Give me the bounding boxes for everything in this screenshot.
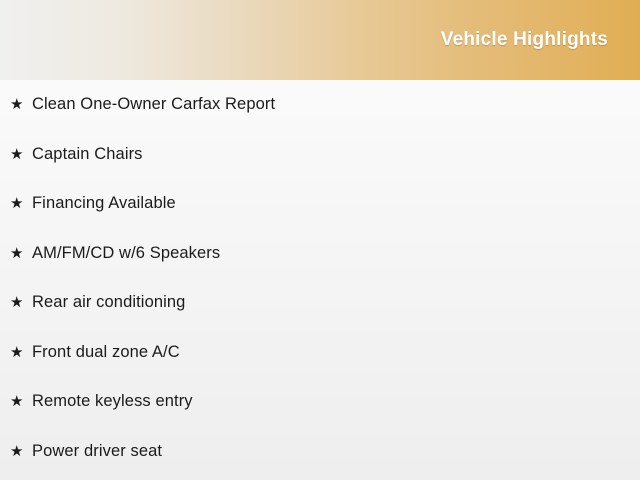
star-icon: ★ — [10, 145, 24, 163]
highlight-label: AM/FM/CD w/6 Speakers — [32, 243, 221, 262]
highlight-label: Financing Available — [32, 194, 176, 213]
highlights-list — [0, 80, 640, 476]
list-item — [0, 179, 640, 229]
highlight-label: Captain Chairs — [32, 144, 143, 163]
list-item — [0, 278, 640, 328]
list-item — [0, 427, 640, 477]
header-banner — [0, 0, 640, 80]
highlight-label: Power driver seat — [32, 441, 163, 460]
highlight-label: Remote keyless entry — [32, 392, 193, 411]
star-icon: ★ — [10, 294, 24, 312]
highlight-label: Front dual zone A/C — [32, 342, 180, 361]
star-icon: ★ — [10, 96, 24, 114]
list-item — [0, 130, 640, 180]
star-icon: ★ — [10, 393, 24, 411]
list-item — [0, 328, 640, 378]
highlight-label: Rear air conditioning — [32, 293, 186, 312]
star-icon: ★ — [10, 442, 24, 460]
star-icon: ★ — [10, 244, 24, 262]
list-item — [0, 377, 640, 427]
page-title: Vehicle Highlights — [440, 29, 608, 50]
highlight-label: Clean One-Owner Carfax Report — [32, 95, 276, 114]
star-icon: ★ — [10, 343, 24, 361]
list-item — [0, 80, 640, 130]
list-item — [0, 229, 640, 279]
star-icon: ★ — [10, 195, 24, 213]
